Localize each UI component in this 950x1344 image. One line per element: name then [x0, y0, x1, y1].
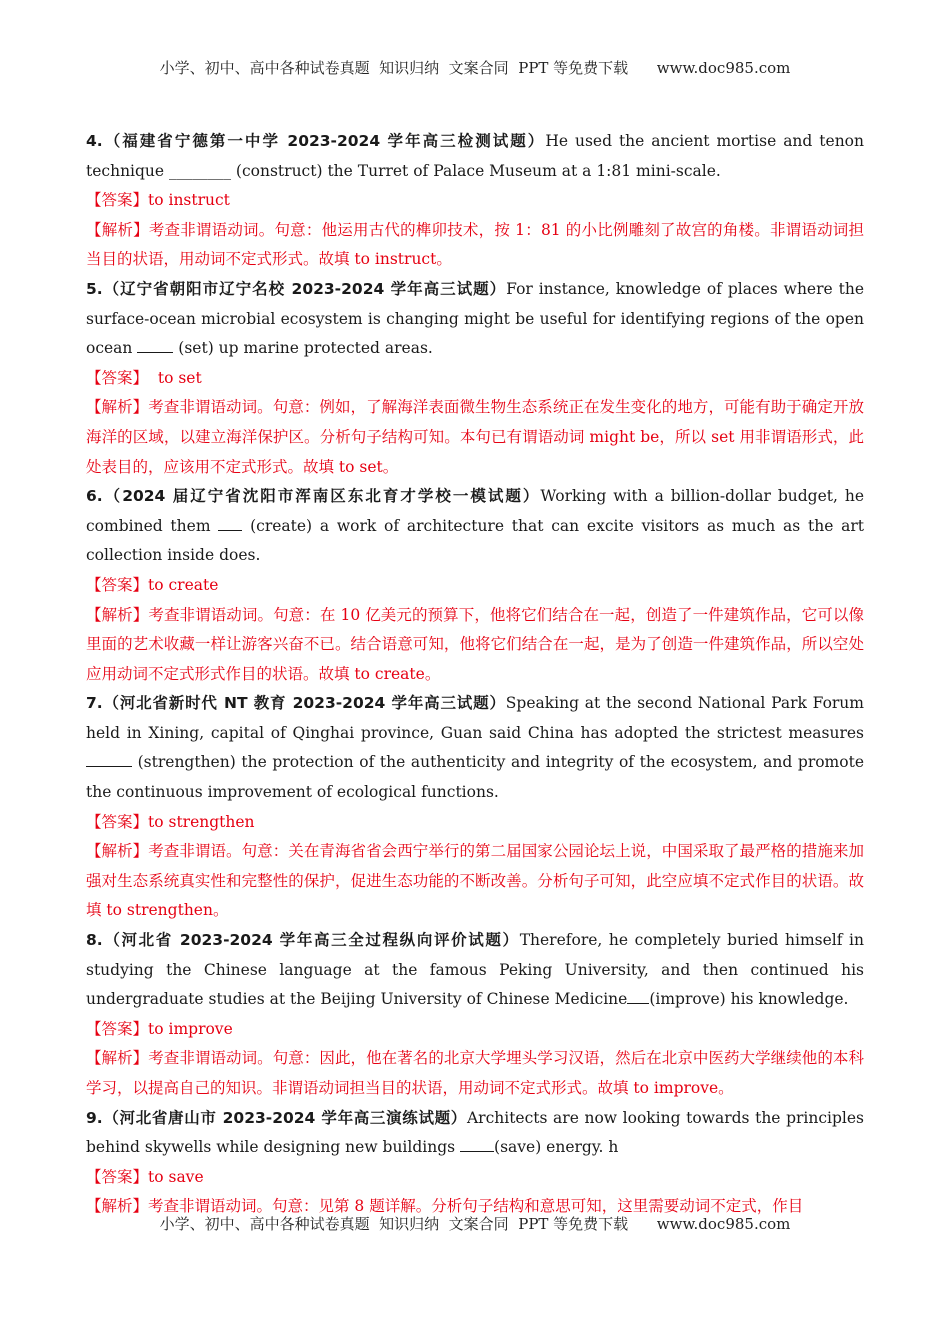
question-8-text-cont: (improve) his knowledge.: [649, 990, 849, 1009]
question-5: [86, 275, 864, 364]
answer-blank: [86, 750, 132, 767]
answer-blank: [627, 987, 649, 1004]
question-8-answer: 【答案】to improve: [86, 1019, 233, 1038]
question-7-label: 7.（河北省新时代 NT 教育 2023-2024 学年高三试题）: [86, 694, 506, 713]
question-5-text-cont: (set) up marine protected areas.: [178, 339, 433, 358]
question-8: [86, 926, 864, 1015]
question-6-explanation: 【解析】考查非谓语动词。句意：在 10 亿美元的预算下，他将它们结合在一起，创造了一件建筑作品，它可以像里面的艺术收藏一样让游客兴奋不已。结合语意可知，他将它们结合在一起，是为了创造一件建筑作品，所以空处应用动词不定式形式作目的状语。故填 to create。: [86, 605, 864, 683]
question-8-text: Therefore, he completely buried himself in studying the Chinese language at the famous Peking University, and then continued his undergraduate studies at the Beijing University of Chinese Medicine: [86, 931, 864, 1009]
question-9-text-cont: (save) energy. h: [494, 1138, 619, 1157]
question-4: [86, 127, 864, 186]
question-8-label: 8.（河北省 2023-2024 学年高三全过程纵向评价试题）: [86, 931, 520, 950]
question-7-explanation: 【解析】考查非谓语。句意：关在青海省省会西宁举行的第二届国家公园论坛上说，中国采取了最严格的措施来加强对生态系统真实性和完整性的保护，促进生态功能的不断改善。分析句子可知，此空应填不定式作目的状语。故填 to strengthen。: [86, 842, 864, 920]
question-9-label: 9.（河北省唐山市 2023-2024 学年高三演练试题）: [86, 1108, 467, 1127]
question-4-answer: 【答案】to instruct: [86, 191, 230, 210]
question-5-answer: 【答案】 to set: [86, 368, 202, 387]
question-6: [86, 482, 864, 571]
question-6-text-cont: (create) a work of architecture that can excite visitors as much as the art collection inside does.: [86, 516, 865, 565]
question-9-text: Architects are now looking towards the principles behind skywells while designing new buildings: [86, 1108, 864, 1157]
page-footer: 小学、初中、高中各种试卷真题 知识归纳 文案合同 PPT 等免费下载 www.doc985.com: [159, 1215, 791, 1233]
question-5-label: 5.（辽宁省朝阳市辽宁名校 2023-2024 学年高三试题）: [86, 279, 507, 298]
question-9-explanation: 【解析】考查非谓语动词。句意：见第 8 题详解。分析句子结构和意思可知，这里需要动词不定式，作目: [86, 1197, 804, 1216]
question-5-text: For instance, knowledge of places where the surface-ocean microbial ecosystem is changing might be useful for identifying regions of the open ocean: [86, 279, 864, 358]
question-5-explanation: 【解析】考查非谓语动词。句意：例如，了解海洋表面微生物生态系统正在发生变化的地方，可能有助于确定开放海洋的区域，以建立海洋保护区。分析句子结构可知。本句已有谓语动词 might be，所以 set 用非谓语形式，此处表目的，应该用不定式形式。故填 to set。: [86, 398, 864, 476]
question-6-label: 6.（2024 届辽宁省沈阳市浑南区东北育才学校一模试题）: [86, 487, 541, 506]
answer-blank: [460, 1135, 494, 1152]
question-7: [86, 689, 864, 807]
question-7-answer: 【答案】to strengthen: [86, 812, 255, 831]
question-list: [86, 127, 864, 1222]
answer-blank: [218, 514, 242, 531]
question-9-answer: 【答案】to save: [86, 1167, 204, 1186]
question-7-text-cont: (strengthen) the protection of the authenticity and integrity of the ecosystem, and promote the continuous improvement of ecological functions.: [86, 753, 864, 802]
question-4-label: 4.（福建省宁德第一中学 2023-2024 学年高三检测试题）: [86, 132, 546, 150]
question-7-text: Speaking at the second National Park Forum held in Xining, capital of Qinghai province, Guan said China has adopted the strictest measures: [86, 694, 864, 742]
question-4-explanation: 【解析】考查非谓语动词。句意：他运用古代的榫卯技术，按 1：81 的小比例雕刻了故宫的角楼。非谓语动词担当目的状语，用动词不定式形式。故填 to instruct。: [86, 220, 864, 269]
question-6-text: Working with a billion-dollar budget, he combined them: [86, 487, 864, 535]
answer-blank: [137, 336, 173, 353]
question-8-explanation: 【解析】考查非谓语动词。句意：因此，他在著名的北京大学埋头学习汉语，然后在北京中医药大学继续他的本科学习，以提高自己的知识。非谓语动词担当目的状语，用动词不定式形式。故填 to improve。: [86, 1049, 864, 1097]
page-header: 小学、初中、高中各种试卷真题 知识归纳 文案合同 PPT 等免费下载 www.doc985.com: [159, 59, 791, 77]
question-9: [86, 1104, 864, 1163]
question-6-answer: 【答案】to create: [86, 575, 219, 594]
question-4-text: He used the ancient mortise and tenon technique ________ (construct) the Turret of Palace Museum at a 1:81 mini-scale.: [86, 132, 864, 180]
